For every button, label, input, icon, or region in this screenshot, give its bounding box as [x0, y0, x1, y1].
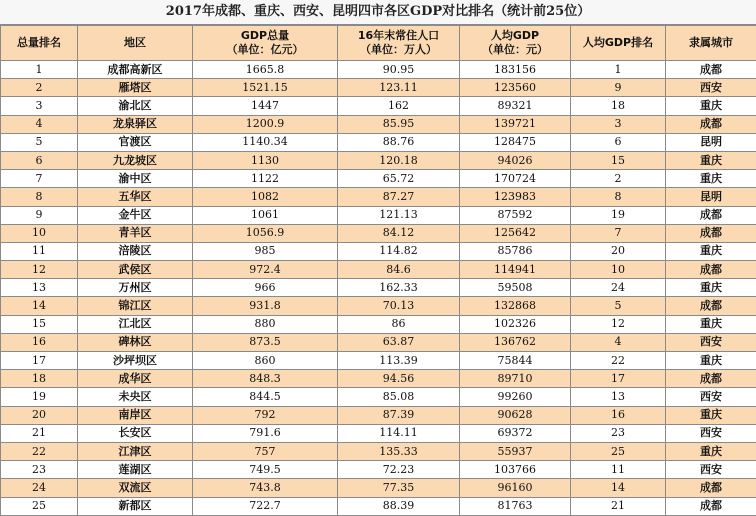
district-cell: 万州区: [78, 279, 193, 297]
total-rank-cell: 22: [1, 442, 78, 460]
table-row: [1, 315, 756, 333]
gdp-total-cell: 880: [193, 315, 338, 333]
gdp-per-capita-cell: 90628: [460, 406, 571, 424]
gdp-total-cell: 985: [193, 242, 338, 260]
gdp-table: [0, 25, 756, 516]
gdp-per-capita-cell: 183156: [460, 61, 571, 79]
per-capita-rank-cell: 8: [571, 188, 666, 206]
gdp-total-cell: 931.8: [193, 297, 338, 315]
total-rank-cell: 8: [1, 188, 78, 206]
header-district: 地区: [78, 26, 193, 61]
population-cell: 87.39: [338, 406, 460, 424]
per-capita-rank-cell: 9: [571, 79, 666, 97]
per-capita-rank-cell: 23: [571, 424, 666, 442]
district-cell: 锦江区: [78, 297, 193, 315]
gdp-total-cell: 749.5: [193, 461, 338, 479]
district-cell: 双流区: [78, 479, 193, 497]
table-row: [1, 388, 756, 406]
gdp-per-capita-cell: 114941: [460, 261, 571, 279]
gdp-total-cell: 1061: [193, 206, 338, 224]
table-row: [1, 97, 756, 115]
per-capita-rank-cell: 12: [571, 315, 666, 333]
gdp-total-cell: 1130: [193, 151, 338, 169]
total-rank-cell: 23: [1, 461, 78, 479]
per-capita-rank-cell: 24: [571, 279, 666, 297]
total-rank-cell: 24: [1, 479, 78, 497]
gdp-per-capita-cell: 103766: [460, 461, 571, 479]
per-capita-rank-cell: 3: [571, 115, 666, 133]
city-cell: 成都: [666, 479, 756, 497]
population-cell: 88.76: [338, 133, 460, 151]
gdp-total-cell: 1200.9: [193, 115, 338, 133]
district-cell: 武侯区: [78, 261, 193, 279]
header-gdp-total: GDP总量 （单位：亿元）: [193, 26, 338, 61]
per-capita-rank-cell: 17: [571, 370, 666, 388]
city-cell: 成都: [666, 261, 756, 279]
total-rank-cell: 21: [1, 424, 78, 442]
gdp-per-capita-cell: 81763: [460, 497, 571, 515]
total-rank-cell: 16: [1, 333, 78, 351]
city-cell: 西安: [666, 388, 756, 406]
city-cell: 西安: [666, 424, 756, 442]
total-rank-cell: 2: [1, 79, 78, 97]
gdp-per-capita-cell: 87592: [460, 206, 571, 224]
city-cell: 重庆: [666, 170, 756, 188]
district-cell: 金牛区: [78, 206, 193, 224]
district-cell: 莲湖区: [78, 461, 193, 479]
city-cell: 昆明: [666, 188, 756, 206]
district-cell: 南岸区: [78, 406, 193, 424]
gdp-per-capita-cell: 55937: [460, 442, 571, 460]
sheet-title: 2017年成都、重庆、西安、昆明四市各区GDP对比排名（统计前25位）: [0, 0, 756, 25]
gdp-per-capita-cell: 85786: [460, 242, 571, 260]
population-cell: 88.39: [338, 497, 460, 515]
total-rank-cell: 7: [1, 170, 78, 188]
city-cell: 重庆: [666, 242, 756, 260]
city-cell: 成都: [666, 370, 756, 388]
population-cell: 114.82: [338, 242, 460, 260]
total-rank-cell: 14: [1, 297, 78, 315]
table-row: [1, 424, 756, 442]
gdp-per-capita-cell: 132868: [460, 297, 571, 315]
table-row: [1, 497, 756, 515]
district-cell: 渝北区: [78, 97, 193, 115]
district-cell: 九龙坡区: [78, 151, 193, 169]
total-rank-cell: 3: [1, 97, 78, 115]
district-cell: 雁塔区: [78, 79, 193, 97]
gdp-total-cell: 792: [193, 406, 338, 424]
table-row: [1, 370, 756, 388]
city-cell: 成都: [666, 497, 756, 515]
gdp-total-cell: 844.5: [193, 388, 338, 406]
header-population: 16年末常住人口 （单位：万人）: [338, 26, 460, 61]
table-row: [1, 279, 756, 297]
total-rank-cell: 12: [1, 261, 78, 279]
population-cell: 114.11: [338, 424, 460, 442]
city-cell: 重庆: [666, 406, 756, 424]
total-rank-cell: 10: [1, 224, 78, 242]
table-row: [1, 333, 756, 351]
city-cell: 成都: [666, 115, 756, 133]
gdp-per-capita-cell: 123983: [460, 188, 571, 206]
per-capita-rank-cell: 18: [571, 97, 666, 115]
district-cell: 新都区: [78, 497, 193, 515]
population-cell: 86: [338, 315, 460, 333]
city-cell: 西安: [666, 79, 756, 97]
gdp-total-cell: 860: [193, 352, 338, 370]
gdp-per-capita-cell: 89710: [460, 370, 571, 388]
per-capita-rank-cell: 10: [571, 261, 666, 279]
per-capita-rank-cell: 19: [571, 206, 666, 224]
population-cell: 85.95: [338, 115, 460, 133]
total-rank-cell: 13: [1, 279, 78, 297]
city-cell: 重庆: [666, 279, 756, 297]
population-cell: 85.08: [338, 388, 460, 406]
per-capita-rank-cell: 14: [571, 479, 666, 497]
total-rank-cell: 19: [1, 388, 78, 406]
district-cell: 碑林区: [78, 333, 193, 351]
per-capita-rank-cell: 5: [571, 297, 666, 315]
gdp-total-cell: 1521.15: [193, 79, 338, 97]
population-cell: 63.87: [338, 333, 460, 351]
table-row: [1, 79, 756, 97]
gdp-total-cell: 1665.8: [193, 61, 338, 79]
total-rank-cell: 15: [1, 315, 78, 333]
district-cell: 五华区: [78, 188, 193, 206]
population-cell: 135.33: [338, 442, 460, 460]
district-cell: 成华区: [78, 370, 193, 388]
total-rank-cell: 9: [1, 206, 78, 224]
gdp-total-cell: 791.6: [193, 424, 338, 442]
table-row: [1, 406, 756, 424]
gdp-per-capita-cell: 96160: [460, 479, 571, 497]
population-cell: 162.33: [338, 279, 460, 297]
gdp-total-cell: 722.7: [193, 497, 338, 515]
population-cell: 121.13: [338, 206, 460, 224]
total-rank-cell: 11: [1, 242, 78, 260]
gdp-total-cell: 966: [193, 279, 338, 297]
per-capita-rank-cell: 7: [571, 224, 666, 242]
header-city: 隶属城市: [666, 26, 756, 61]
total-rank-cell: 17: [1, 352, 78, 370]
total-rank-cell: 25: [1, 497, 78, 515]
gdp-total-cell: 848.3: [193, 370, 338, 388]
city-cell: 重庆: [666, 352, 756, 370]
population-cell: 72.23: [338, 461, 460, 479]
table-row: [1, 188, 756, 206]
district-cell: 青羊区: [78, 224, 193, 242]
gdp-total-cell: 1056.9: [193, 224, 338, 242]
gdp-per-capita-cell: 136762: [460, 333, 571, 351]
table-row: [1, 151, 756, 169]
gdp-total-cell: 743.8: [193, 479, 338, 497]
per-capita-rank-cell: 15: [571, 151, 666, 169]
total-rank-cell: 6: [1, 151, 78, 169]
total-rank-cell: 1: [1, 61, 78, 79]
district-cell: 成都高新区: [78, 61, 193, 79]
gdp-total-cell: 1122: [193, 170, 338, 188]
table-row: [1, 461, 756, 479]
table-row: [1, 261, 756, 279]
district-cell: 龙泉驿区: [78, 115, 193, 133]
total-rank-cell: 5: [1, 133, 78, 151]
population-cell: 65.72: [338, 170, 460, 188]
district-cell: 长安区: [78, 424, 193, 442]
city-cell: 成都: [666, 224, 756, 242]
city-cell: 重庆: [666, 315, 756, 333]
total-rank-cell: 20: [1, 406, 78, 424]
population-cell: 84.6: [338, 261, 460, 279]
total-rank-cell: 4: [1, 115, 78, 133]
district-cell: 江津区: [78, 442, 193, 460]
district-cell: 渝中区: [78, 170, 193, 188]
gdp-per-capita-cell: 59508: [460, 279, 571, 297]
district-cell: 未央区: [78, 388, 193, 406]
table-row: [1, 352, 756, 370]
gdp-per-capita-cell: 123560: [460, 79, 571, 97]
city-cell: 西安: [666, 333, 756, 351]
per-capita-rank-cell: 1: [571, 61, 666, 79]
table-row: [1, 170, 756, 188]
table-row: [1, 115, 756, 133]
gdp-total-cell: 1447: [193, 97, 338, 115]
table-body: [1, 61, 756, 516]
city-cell: 重庆: [666, 442, 756, 460]
table-row: [1, 61, 756, 79]
gdp-total-cell: 1082: [193, 188, 338, 206]
gdp-per-capita-cell: 102326: [460, 315, 571, 333]
population-cell: 123.11: [338, 79, 460, 97]
header-gdp-per-capita: 人均GDP （单位：元）: [460, 26, 571, 61]
table-row: [1, 242, 756, 260]
population-cell: 70.13: [338, 297, 460, 315]
table-row: [1, 479, 756, 497]
per-capita-rank-cell: 22: [571, 352, 666, 370]
gdp-per-capita-cell: 99260: [460, 388, 571, 406]
population-cell: 77.35: [338, 479, 460, 497]
total-rank-cell: 18: [1, 370, 78, 388]
population-cell: 113.39: [338, 352, 460, 370]
city-cell: 成都: [666, 297, 756, 315]
city-cell: 成都: [666, 61, 756, 79]
population-cell: 120.18: [338, 151, 460, 169]
gdp-total-cell: 757: [193, 442, 338, 460]
gdp-per-capita-cell: 125642: [460, 224, 571, 242]
table-row: [1, 442, 756, 460]
gdp-per-capita-cell: 139721: [460, 115, 571, 133]
district-cell: 涪陵区: [78, 242, 193, 260]
per-capita-rank-cell: 4: [571, 333, 666, 351]
table-row: [1, 206, 756, 224]
per-capita-rank-cell: 20: [571, 242, 666, 260]
table-row: [1, 133, 756, 151]
gdp-per-capita-cell: 94026: [460, 151, 571, 169]
gdp-per-capita-cell: 128475: [460, 133, 571, 151]
population-cell: 94.56: [338, 370, 460, 388]
per-capita-rank-cell: 6: [571, 133, 666, 151]
population-cell: 162: [338, 97, 460, 115]
header-per-capita-rank: 人均GDP排名: [571, 26, 666, 61]
header-row: [1, 26, 756, 61]
gdp-total-cell: 1140.34: [193, 133, 338, 151]
per-capita-rank-cell: 25: [571, 442, 666, 460]
gdp-per-capita-cell: 170724: [460, 170, 571, 188]
per-capita-rank-cell: 2: [571, 170, 666, 188]
gdp-total-cell: 972.4: [193, 261, 338, 279]
per-capita-rank-cell: 21: [571, 497, 666, 515]
city-cell: 重庆: [666, 151, 756, 169]
population-cell: 90.95: [338, 61, 460, 79]
per-capita-rank-cell: 11: [571, 461, 666, 479]
city-cell: 昆明: [666, 133, 756, 151]
district-cell: 沙坪坝区: [78, 352, 193, 370]
population-cell: 84.12: [338, 224, 460, 242]
district-cell: 官渡区: [78, 133, 193, 151]
gdp-per-capita-cell: 75844: [460, 352, 571, 370]
district-cell: 江北区: [78, 315, 193, 333]
gdp-per-capita-cell: 89321: [460, 97, 571, 115]
per-capita-rank-cell: 13: [571, 388, 666, 406]
gdp-total-cell: 873.5: [193, 333, 338, 351]
city-cell: 成都: [666, 206, 756, 224]
per-capita-rank-cell: 16: [571, 406, 666, 424]
table-row: [1, 297, 756, 315]
gdp-per-capita-cell: 69372: [460, 424, 571, 442]
header-total-rank: 总量排名: [1, 26, 78, 61]
population-cell: 87.27: [338, 188, 460, 206]
city-cell: 重庆: [666, 97, 756, 115]
city-cell: 西安: [666, 461, 756, 479]
table-row: [1, 224, 756, 242]
